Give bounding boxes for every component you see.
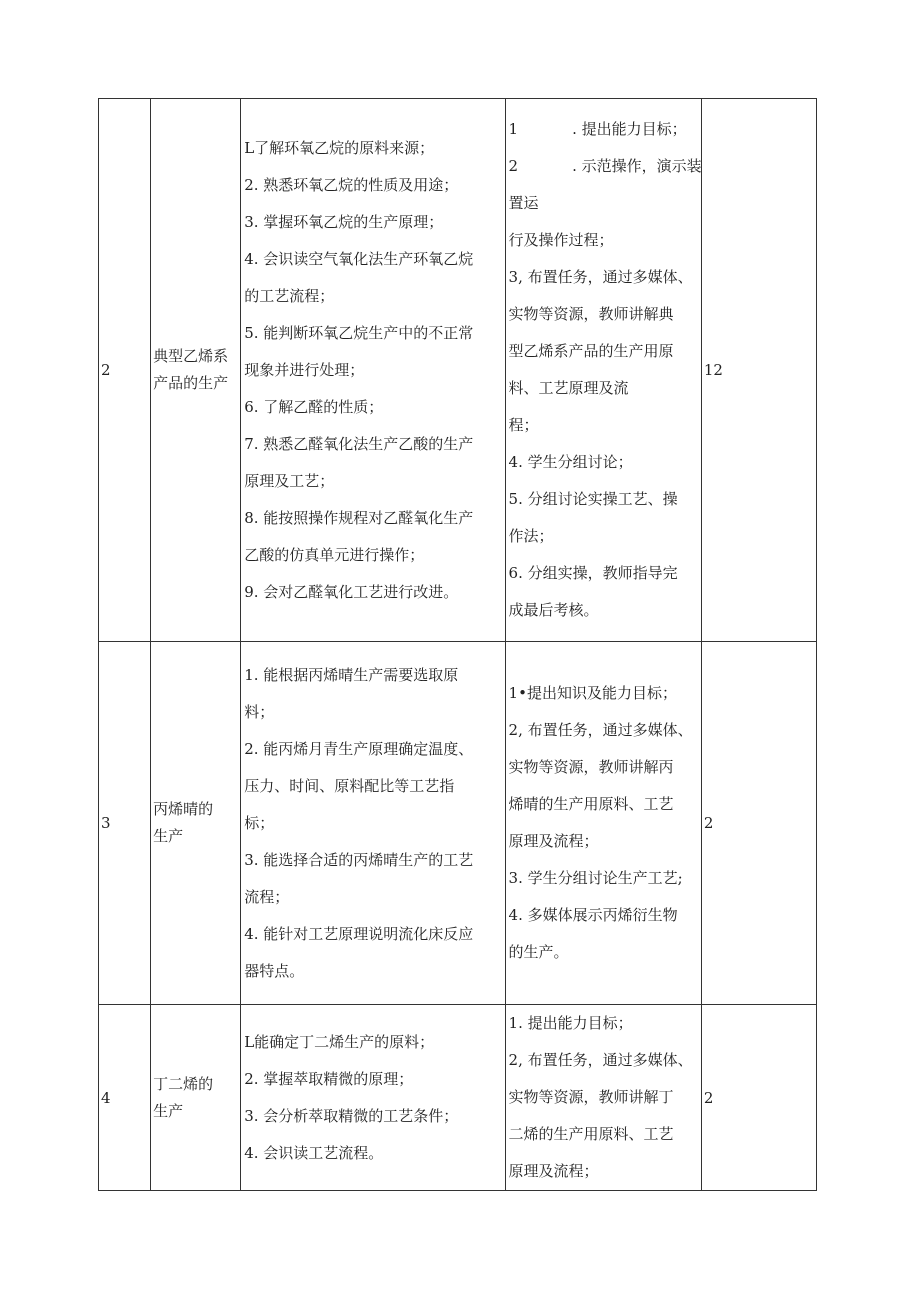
topic-name xyxy=(151,1005,241,1191)
method-line: 实物等资源，教师讲解典 xyxy=(508,305,674,323)
row-number: 3 xyxy=(99,642,151,1005)
objectives-cell xyxy=(241,1005,505,1191)
topic-name-line: 生产 xyxy=(153,1101,184,1120)
objective-line: 9. 会对乙醛氧化工艺进行改进。 xyxy=(244,582,459,601)
method-line: 原理及流程； xyxy=(508,1162,599,1180)
method-line: 二烯的生产用原料、工艺 xyxy=(508,1125,674,1143)
objective-line: L了解环氧乙烷的原料来源； xyxy=(244,138,435,157)
method-line: 实物等资源，教师讲解丙 xyxy=(508,758,674,776)
objective-line: 3. 掌握环氧乙烷的生产原理； xyxy=(244,212,444,231)
objective-line: 2. 熟悉环氧乙烷的性质及用途； xyxy=(244,175,459,194)
method-line: 4. 学生分组讨论； xyxy=(508,453,633,471)
topic-name-line: 丙烯晴的 xyxy=(153,800,214,818)
objectives-cell xyxy=(241,642,505,1005)
teaching-plan-table xyxy=(98,98,817,1191)
method-step-text: . 提出能力目标； xyxy=(572,120,687,138)
method-line: 1•提出知识及能力目标； xyxy=(508,684,677,702)
method-line: 作法； xyxy=(508,527,554,545)
row-number: 2 xyxy=(99,99,151,642)
objective-line: 3. 能选择合适的丙烯晴生产的工艺 xyxy=(244,850,474,869)
objective-line: 4. 会识读工艺流程。 xyxy=(244,1143,384,1162)
objective-line: 料； xyxy=(244,702,275,721)
method-line xyxy=(508,148,702,185)
method-line: 行及操作过程； xyxy=(508,231,614,249)
objective-line: 4. 会识读空气氧化法生产环氧乙烷 xyxy=(244,249,474,268)
objective-line: 1. 能根据丙烯晴生产需要选取原 xyxy=(244,665,459,684)
table-row xyxy=(99,1005,817,1191)
method-step-text: . 示范操作，演示装 xyxy=(572,157,702,175)
table-row xyxy=(99,99,817,642)
topic-name-line: 典型乙烯系 xyxy=(153,347,229,365)
class-hours: 2 xyxy=(701,642,816,1005)
objective-line: 4. 能针对工艺原理说明流化床反应 xyxy=(244,924,474,943)
method-line: 型乙烯系产品的生产用原 xyxy=(508,342,674,360)
objective-line: 器特点。 xyxy=(244,961,305,980)
method-line: 2, 布置任务，通过多媒体、 xyxy=(508,721,693,739)
objective-line: 原理及工艺； xyxy=(244,471,335,490)
method-line: 成最后考核。 xyxy=(508,601,599,619)
objective-line: 8. 能按照操作规程对乙醛氧化生产 xyxy=(244,508,474,527)
method-line: 烯晴的生产用原料、工艺 xyxy=(508,795,674,813)
objective-line: 标； xyxy=(244,813,275,832)
method-line: 6. 分组实操，教师指导完 xyxy=(508,564,678,582)
objective-line: L能确定丁二烯生产的原料； xyxy=(244,1032,435,1051)
class-hours: 2 xyxy=(701,1005,816,1191)
objective-line: 6. 了解乙醛的性质； xyxy=(244,397,384,416)
method-step-number: 2 xyxy=(508,157,519,175)
objective-line: 5. 能判断环氧乙烷生产中的不正常 xyxy=(244,323,474,342)
topic-name-line: 丁二烯的 xyxy=(153,1074,214,1093)
method-line: 置运 xyxy=(508,194,539,212)
methods-cell xyxy=(505,99,701,642)
topic-name-line: 产品的生产 xyxy=(153,374,229,392)
topic-name xyxy=(151,642,241,1005)
method-line: 5. 分组讨论实操工艺、操 xyxy=(508,490,678,508)
method-line: 料、工艺原理及流 xyxy=(508,379,629,397)
objective-line: 3. 会分析萃取精微的工艺条件； xyxy=(244,1106,459,1125)
objectives-cell xyxy=(241,99,505,642)
objective-line: 乙酸的仿真单元进行操作； xyxy=(244,545,425,564)
table-row xyxy=(99,642,817,1005)
method-step-number: 1 xyxy=(508,120,519,138)
methods-cell xyxy=(505,642,701,1005)
objective-line: 2. 掌握萃取精微的原理； xyxy=(244,1069,414,1088)
method-line: 3, 布置任务，通过多媒体、 xyxy=(508,268,693,286)
method-line: 3. 学生分组讨论生产工艺; xyxy=(508,869,683,887)
objective-line: 现象并进行处理； xyxy=(244,360,365,379)
topic-name xyxy=(151,99,241,642)
method-line xyxy=(509,111,697,148)
method-line: 2, 布置任务，通过多媒体、 xyxy=(508,1051,693,1069)
method-line: 程； xyxy=(508,416,539,434)
objective-line: 7. 熟悉乙醛氧化法生产乙酸的生产 xyxy=(244,434,474,453)
objective-line: 的工艺流程； xyxy=(244,286,335,305)
objective-line: 2. 能丙烯月青生产原理确定温度、 xyxy=(244,739,474,758)
objective-line: 流程； xyxy=(244,887,290,906)
row-number: 4 xyxy=(99,1005,151,1191)
topic-name-line: 生产 xyxy=(153,827,184,845)
method-line: 实物等资源，教师讲解丁 xyxy=(508,1088,674,1106)
method-line: 的生产。 xyxy=(508,943,569,961)
method-line: 1. 提出能力目标； xyxy=(508,1014,633,1032)
objective-line: 压力、时间、原料配比等工艺指 xyxy=(244,776,455,795)
method-line: 4. 多媒体展示丙烯衍生物 xyxy=(508,906,678,924)
class-hours: 12 xyxy=(701,99,816,642)
method-line: 原理及流程； xyxy=(508,832,599,850)
methods-cell xyxy=(505,1005,701,1191)
